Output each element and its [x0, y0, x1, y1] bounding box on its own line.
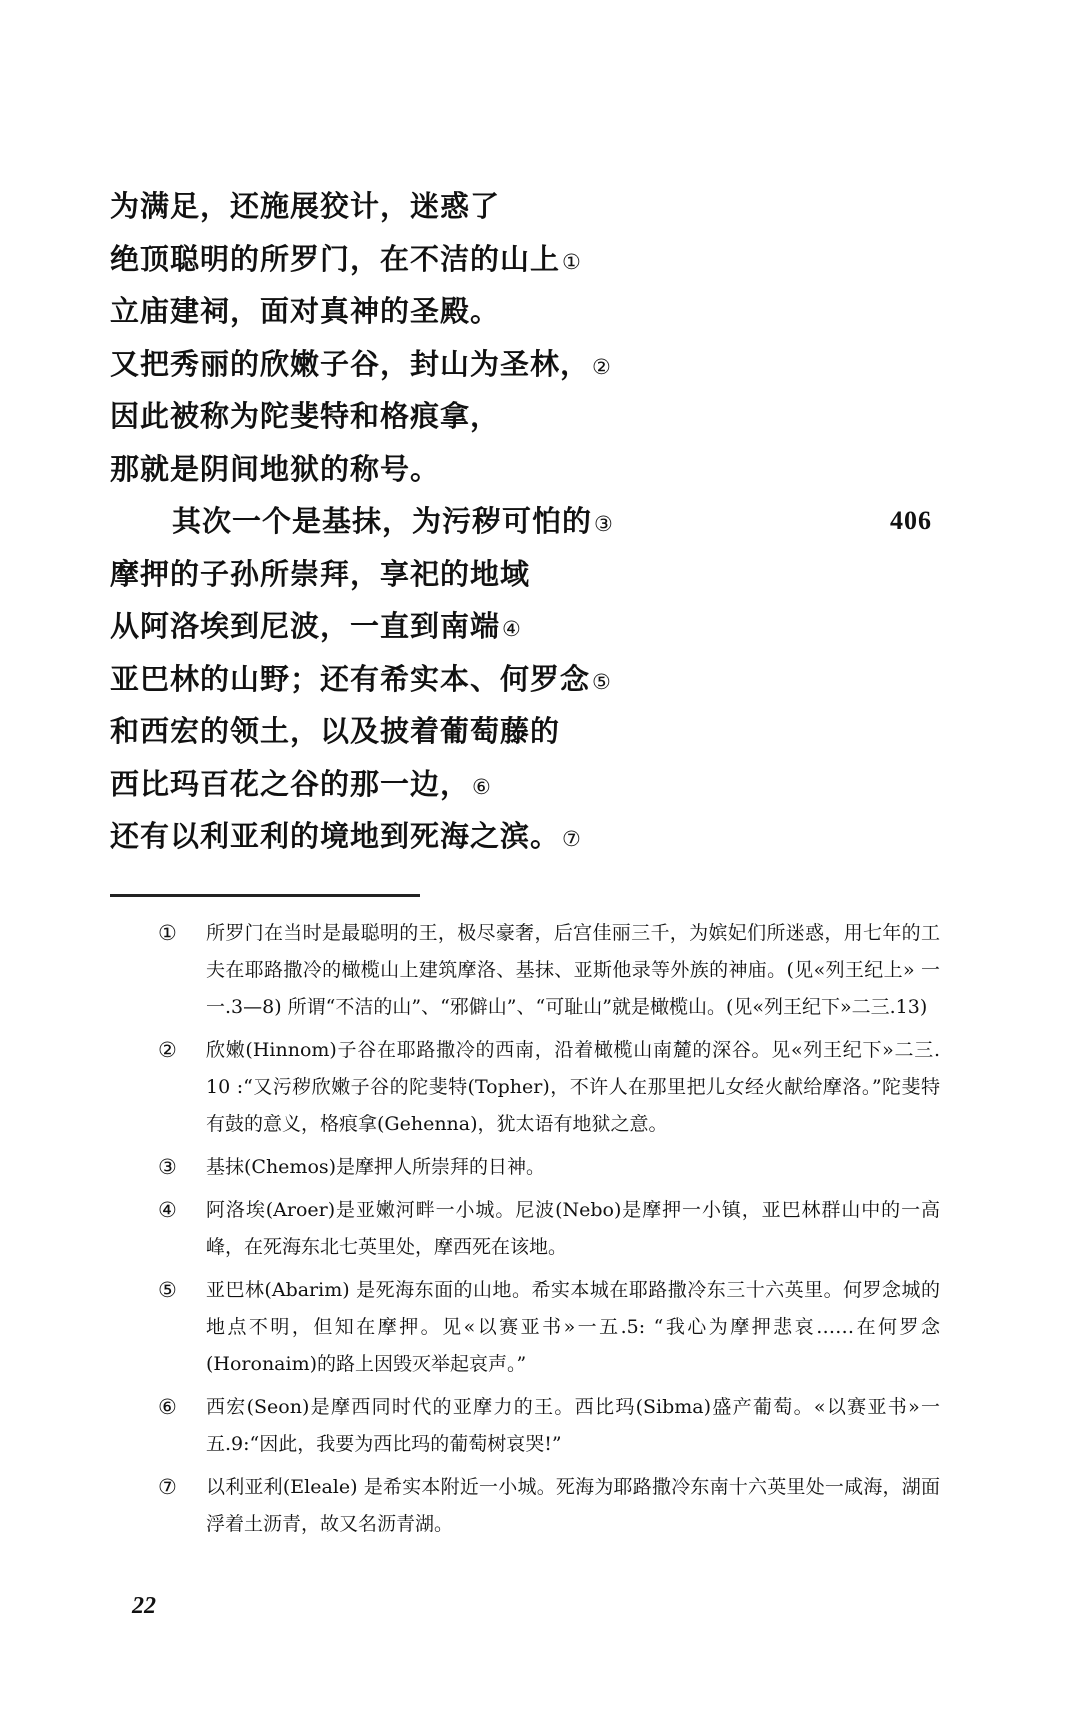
poem-line: [110, 548, 970, 601]
page-number: 22: [132, 1593, 156, 1619]
poem-line: [110, 443, 970, 496]
footnote-number: ③: [158, 1155, 177, 1179]
poem-line-text: 为满足，还施展狡计，迷惑了: [110, 189, 501, 223]
poem-line-text: 还有以利亚利的境地到死海之滨。: [110, 819, 561, 853]
footnote-number: ⑦: [158, 1475, 177, 1499]
footnote-marker: ①: [562, 249, 582, 274]
footnote-marker: ⑤: [592, 669, 612, 694]
footnote-text: 西宏(Seon)是摩西同时代的亚摩力的王。西比玛(Sibma)盛产葡萄。«以赛亚书»一五.9:“因此，我要为西比玛的葡萄树哀哭!”: [206, 1396, 940, 1455]
poem-line: [110, 338, 970, 391]
footnote: [110, 1149, 940, 1186]
poem-line: [110, 653, 970, 706]
verse-line-number: 406: [890, 506, 932, 535]
poem-line-text: 从阿洛埃到尼波，一直到南端: [110, 609, 501, 643]
footnote-text: 基抹(Chemos)是摩押人所崇拜的日神。: [206, 1156, 546, 1178]
footnote: [110, 1272, 940, 1383]
poem-line-text: 其次一个是基抹，为污秽可怕的: [172, 504, 593, 538]
poem-line-text: 和西宏的领土，以及披着葡萄藤的: [110, 714, 561, 748]
footnote-marker: ④: [502, 617, 522, 641]
poem-line-text: 那就是阴间地狱的称号。: [110, 451, 441, 486]
poem-line: [110, 810, 970, 863]
footnote: [110, 1192, 940, 1266]
footnote-text: 欣嫩(Hinnom)子谷在耶路撒冷的西南，沿着橄榄山南麓的深谷。见«列王纪下»二三. 10 :“又污秽欣嫩子谷的陀斐特(Topher)，不许人在那里把儿女经火献给摩洛。”陀斐特有鼓的意义，格痕拿(Gehenna)，犹太语有地狱之意。: [206, 1039, 940, 1135]
poem-line-text: 立庙建祠，面对真神的圣殿。: [110, 294, 501, 328]
poem-line: [110, 180, 970, 233]
footnote-marker: ⑥: [472, 774, 492, 799]
footnote-marker: ②: [592, 354, 612, 379]
footnote-number: ⑥: [158, 1395, 177, 1419]
poem-line-text: 绝顶聪明的所罗门，在不洁的山上: [110, 241, 561, 276]
footnote-text: 所罗门在当时是最聪明的王，极尽豪奢，后宫佳丽三千，为嫔妃们所迷惑，用七年的工夫在耶路撒冷的橄榄山上建筑摩洛、基抹、亚斯他录等外族的神庙。(见«列王纪上» 一一.3—8) 所谓“不洁的山”、“邪僻山”、“可耻山”就是橄榄山。(见«列王纪下»二三.13): [206, 922, 940, 1018]
footnote-text: 阿洛埃(Aroer)是亚嫩河畔一小城。尼波(Nebo)是摩押一小镇，亚巴林群山中的一高峰，在死海东北七英里处，摩西死在该地。: [206, 1199, 940, 1258]
footnote: [110, 915, 940, 1026]
footnote-number: ④: [158, 1198, 177, 1222]
poem-line: [110, 600, 970, 653]
poem-line-text: 摩押的子孙所崇拜，享祀的地域: [110, 556, 531, 591]
footnote-number: ⑤: [158, 1278, 177, 1302]
poem-line: [110, 705, 970, 758]
footnote-text: 以利亚利(Eleale) 是希实本附近一小城。死海为耶路撒冷东南十六英里处一咸海，湖面浮着土沥青，故又名沥青湖。: [206, 1476, 940, 1535]
poem-line: [110, 495, 970, 548]
poem-line-text: 因此被称为陀斐特和格痕拿，: [110, 399, 501, 433]
footnote-number: ①: [158, 921, 177, 945]
footnote-divider: [110, 894, 420, 897]
poem-line: [110, 390, 970, 443]
footnote: [110, 1032, 940, 1143]
poem-text: [110, 180, 970, 863]
poem-line-text: 又把秀丽的欣嫩子谷，封山为圣林，: [110, 346, 591, 381]
footnote: [110, 1389, 940, 1463]
footnote-marker: ③: [594, 512, 614, 536]
poem-line: [110, 285, 970, 338]
poem-line: [110, 233, 970, 286]
poem-line-text: 西比玛百花之谷的那一边，: [110, 766, 471, 801]
poem-line: [110, 758, 970, 811]
footnote-marker: ⑦: [562, 827, 582, 851]
footnote-number: ②: [158, 1038, 177, 1062]
poem-line-text: 亚巴林的山野；还有希实本、何罗念: [110, 661, 591, 696]
footnotes: [110, 915, 940, 1549]
footnote-text: 亚巴林(Abarim) 是死海东面的山地。希实本城在耶路撒冷东三十六英里。何罗念城的地点不明，但知在摩押。见«以赛亚书»一五.5: “我心为摩押悲哀……在何罗念(Horonaim)的路上因毁灭举起哀声。”: [206, 1279, 940, 1375]
footnote: [110, 1469, 940, 1543]
